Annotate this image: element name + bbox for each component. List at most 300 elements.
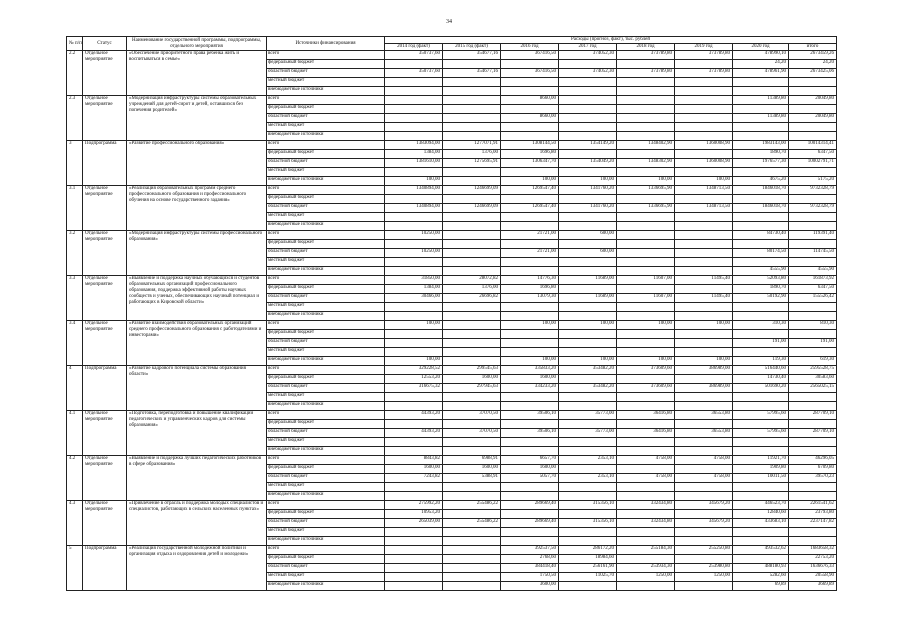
total-cell (789, 87, 837, 96)
value-cell (443, 564, 501, 573)
source-label: областной бюджет (267, 69, 385, 78)
value-cell (443, 123, 501, 132)
source-label: внебюджетные источники (267, 402, 385, 411)
header-num: № п/п (67, 37, 83, 51)
value-cell: 5057,70 (501, 474, 559, 483)
value-cell: 11689,00 (559, 294, 617, 303)
source-label: всего (267, 276, 385, 285)
value-cell: 1600,00 (443, 465, 501, 474)
value-cell (501, 87, 559, 96)
row-number: 3.1 (67, 186, 83, 231)
value-cell (617, 402, 675, 411)
value-cell (443, 339, 501, 348)
value-cell (675, 213, 733, 222)
value-cell (617, 312, 675, 321)
value-cell: 1696,80 (501, 285, 559, 294)
value-cell (733, 240, 789, 249)
value-cell (733, 105, 789, 114)
total-cell: 2261541,62 (789, 501, 837, 510)
value-cell: 11389,80 (733, 96, 789, 105)
source-label: внебюджетные источники (267, 537, 385, 546)
source-label: внебюджетные источники (267, 492, 385, 501)
value-cell: 2768,60 (501, 555, 559, 564)
total-cell: 1636676,33 (789, 564, 837, 573)
table-row (67, 321, 837, 330)
value-cell (675, 528, 733, 537)
source-label: областной бюджет (267, 294, 385, 303)
value-cell: 386989,00 (675, 366, 733, 375)
source-label: местный бюджет (267, 573, 385, 582)
total-cell (789, 105, 837, 114)
total-cell (789, 222, 837, 231)
value-cell: 1360008,90 (675, 141, 733, 150)
row-name: «Реализация государственной молодежной политики и организация отдыха и оздоровления детей и молодежи» (127, 546, 267, 591)
total-cell (789, 132, 837, 141)
value-cell (443, 447, 501, 456)
value-cell: 30466,00 (385, 294, 443, 303)
row-number: 4 (67, 366, 83, 411)
value-cell (385, 447, 443, 456)
value-cell (501, 537, 559, 546)
value-cell (559, 78, 617, 87)
header-expenses: Расходы (прогноз, факт), тыс. рублей (385, 37, 837, 44)
value-cell (733, 330, 789, 339)
value-cell (617, 420, 675, 429)
header-year: 2016 год (501, 44, 559, 51)
row-status: Подпрограмма (83, 546, 127, 591)
source-label: внебюджетные источники (267, 132, 385, 141)
value-cell (559, 105, 617, 114)
value-cell (675, 123, 733, 132)
value-cell (501, 393, 559, 402)
value-cell: 11689,00 (559, 276, 617, 285)
total-cell: 6347,50 (789, 150, 837, 159)
table-row (67, 456, 837, 465)
value-cell (443, 177, 501, 186)
value-cell: 24,20 (733, 60, 789, 69)
value-cell: 353482,20 (559, 366, 617, 375)
source-label: всего (267, 321, 385, 330)
value-cell: 386989,00 (675, 384, 733, 393)
value-cell: 37070,50 (443, 429, 501, 438)
total-cell (789, 168, 837, 177)
value-cell: 255250,80 (675, 546, 733, 555)
value-cell (617, 447, 675, 456)
row-name: «Развитие профессионального образования» (127, 141, 267, 186)
row-number: 3 (67, 141, 83, 186)
value-cell (675, 348, 733, 357)
value-cell (385, 582, 443, 591)
source-label: всего (267, 546, 385, 555)
value-cell (617, 222, 675, 231)
row-status: Отдельное мероприятие (83, 276, 127, 321)
row-number: 3.4 (67, 321, 83, 366)
value-cell (559, 339, 617, 348)
source-label: федеральный бюджет (267, 60, 385, 69)
value-cell (733, 132, 789, 141)
header-year: 2020 год (733, 44, 789, 51)
value-cell (559, 114, 617, 123)
total-cell (789, 258, 837, 267)
total-cell (789, 528, 837, 537)
row-status: Отдельное мероприятие (83, 51, 127, 96)
value-cell (559, 267, 617, 276)
value-cell (443, 303, 501, 312)
value-cell: 21721,00 (501, 231, 559, 240)
total-cell: 2673459,26 (789, 51, 837, 60)
value-cell (501, 258, 559, 267)
value-cell: 14730,40 (733, 375, 789, 384)
row-name: «Привлечение в отрасль и поддержка молодых специалистов и специалистов, работающих в сельских населенных пунктах» (127, 501, 267, 546)
value-cell (675, 393, 733, 402)
value-cell: 1600,00 (501, 375, 559, 384)
value-cell (617, 285, 675, 294)
total-cell (789, 330, 837, 339)
value-cell (617, 582, 675, 591)
value-cell (501, 240, 559, 249)
value-cell: 373789,80 (617, 51, 675, 60)
value-cell: 100,00 (675, 321, 733, 330)
value-cell: 253980,80 (675, 564, 733, 573)
value-cell (617, 231, 675, 240)
value-cell (501, 78, 559, 87)
source-label: внебюджетные источники (267, 177, 385, 186)
total-cell (789, 312, 837, 321)
value-cell (617, 438, 675, 447)
row-status: Отдельное мероприятие (83, 411, 127, 456)
value-cell (675, 465, 733, 474)
value-cell (385, 222, 443, 231)
value-cell (617, 114, 675, 123)
total-cell: 9732328,79 (789, 204, 837, 213)
value-cell (443, 60, 501, 69)
value-cell (559, 150, 617, 159)
row-name: «Модернизация инфраструктуры системы образовательных учреждений для детей-сирот и детей, оставшихся без попечения родителей» (127, 96, 267, 141)
value-cell: 315356,10 (559, 519, 617, 528)
value-cell (443, 132, 501, 141)
value-cell (501, 510, 559, 519)
total-cell: 6709,80 (789, 465, 837, 474)
value-cell: 493532,62 (733, 546, 789, 555)
source-label: областной бюджет (267, 384, 385, 393)
total-cell (789, 240, 837, 249)
value-cell: 11389,80 (733, 114, 789, 123)
value-cell: 18984,60 (559, 555, 617, 564)
value-cell (675, 96, 733, 105)
value-cell (443, 78, 501, 87)
value-cell (675, 249, 733, 258)
value-cell: 26696,82 (443, 294, 501, 303)
value-cell (443, 582, 501, 591)
value-cell: 6988,91 (443, 456, 501, 465)
value-cell (733, 195, 789, 204)
row-status: Отдельное мероприятие (83, 456, 127, 501)
value-cell (385, 348, 443, 357)
value-cell: 100,00 (385, 177, 443, 186)
source-label: внебюджетные источники (267, 267, 385, 276)
value-cell: 36553,80 (675, 429, 733, 438)
value-cell (675, 105, 733, 114)
source-label: местный бюджет (267, 123, 385, 132)
header-total: итого (789, 44, 837, 51)
value-cell: 100,00 (675, 357, 733, 366)
value-cell: 12553,20 (385, 375, 443, 384)
value-cell: 289669,40 (501, 519, 559, 528)
total-cell: 619,30 (789, 357, 837, 366)
value-cell: 80174,50 (733, 249, 789, 258)
value-cell (733, 78, 789, 87)
value-cell (559, 402, 617, 411)
value-cell: 1246699,09 (443, 204, 501, 213)
row-status: Отдельное мероприятие (83, 186, 127, 231)
value-cell (617, 483, 675, 492)
value-cell (617, 195, 675, 204)
total-cell (789, 123, 837, 132)
row-name: «Обеспечение приоритетного права ребёнка жить и воспитываться в семье» (127, 51, 267, 96)
value-cell: 100,00 (617, 177, 675, 186)
value-cell (733, 213, 789, 222)
value-cell (559, 348, 617, 357)
value-cell: 373789,80 (675, 51, 733, 60)
value-cell: 119,30 (733, 357, 789, 366)
value-cell: 1354049,20 (559, 159, 617, 168)
value-cell: 2353,10 (559, 456, 617, 465)
value-cell (385, 240, 443, 249)
value-cell (675, 231, 733, 240)
value-cell: 1269547,40 (501, 186, 559, 195)
value-cell: 100,00 (617, 357, 675, 366)
value-cell: 28072,82 (443, 276, 501, 285)
total-cell: 39570,23 (789, 474, 837, 483)
value-cell: 350737,60 (385, 69, 443, 78)
value-cell (443, 402, 501, 411)
value-cell (501, 492, 559, 501)
value-cell: 1890,70 (733, 285, 789, 294)
value-cell: 600,00 (559, 231, 617, 240)
value-cell: 1383094,00 (385, 141, 443, 150)
value-cell: 39506,10 (501, 411, 559, 420)
value-cell (617, 348, 675, 357)
value-cell (443, 321, 501, 330)
value-cell (675, 267, 733, 276)
value-cell: 35773,00 (559, 429, 617, 438)
total-cell: 5175,20 (789, 177, 837, 186)
value-cell: 57995,60 (733, 429, 789, 438)
value-cell (559, 96, 617, 105)
value-cell: 1246699,09 (443, 186, 501, 195)
total-cell: 287709,10 (789, 429, 837, 438)
value-cell: 100,00 (675, 177, 733, 186)
table-row (67, 141, 837, 150)
value-cell (559, 168, 617, 177)
value-cell: 255184,30 (617, 546, 675, 555)
value-cell: 11607,00 (617, 276, 675, 285)
source-label: всего (267, 501, 385, 510)
header-year: 2017 год (559, 44, 617, 51)
value-cell (675, 60, 733, 69)
value-cell (675, 510, 733, 519)
value-cell (443, 222, 501, 231)
value-cell: 84730,40 (733, 231, 789, 240)
value-cell: 265039,00 (385, 519, 443, 528)
source-label: областной бюджет (267, 519, 385, 528)
row-status: Подпрограмма (83, 141, 127, 186)
value-cell (385, 564, 443, 573)
source-label: внебюджетные источники (267, 312, 385, 321)
value-cell (559, 303, 617, 312)
value-cell: 100,00 (385, 321, 443, 330)
value-cell (733, 438, 789, 447)
value-cell: 335833,20 (501, 366, 559, 375)
value-cell: 35773,00 (559, 411, 617, 420)
value-cell (617, 240, 675, 249)
value-cell: 1376,00 (443, 285, 501, 294)
value-cell (733, 348, 789, 357)
value-cell: 10250,00 (385, 249, 443, 258)
value-cell: 488180,93 (733, 564, 789, 573)
value-cell (443, 114, 501, 123)
value-cell (617, 123, 675, 132)
value-cell: 1384,00 (385, 150, 443, 159)
value-cell (617, 132, 675, 141)
value-cell (443, 258, 501, 267)
value-cell (501, 339, 559, 348)
value-cell: 37070,50 (443, 411, 501, 420)
value-cell: 100,00 (617, 321, 675, 330)
value-cell: 1341760,20 (559, 186, 617, 195)
value-cell (559, 528, 617, 537)
value-cell: 191,00 (733, 339, 789, 348)
value-cell (617, 375, 675, 384)
value-cell (443, 483, 501, 492)
total-cell: 4555,90 (789, 267, 837, 276)
source-label: местный бюджет (267, 78, 385, 87)
value-cell (617, 267, 675, 276)
row-number: 3.2 (67, 231, 83, 276)
value-cell: 1306347,70 (501, 159, 559, 168)
value-cell (501, 330, 559, 339)
value-cell (385, 123, 443, 132)
row-number: 3.3 (67, 276, 83, 321)
value-cell (385, 87, 443, 96)
value-cell (675, 402, 733, 411)
value-cell (559, 537, 617, 546)
value-cell: 1336695,90 (617, 204, 675, 213)
value-cell (443, 231, 501, 240)
value-cell: 1348713,50 (675, 204, 733, 213)
value-cell: 1890,70 (733, 150, 789, 159)
value-cell (733, 393, 789, 402)
total-cell (789, 402, 837, 411)
source-label: федеральный бюджет (267, 285, 385, 294)
value-cell (617, 249, 675, 258)
total-cell: 287709,10 (789, 411, 837, 420)
source-label: федеральный бюджет (267, 510, 385, 519)
value-cell: 446523,70 (733, 501, 789, 510)
value-cell: 100,00 (501, 357, 559, 366)
value-cell (443, 546, 501, 555)
row-number: 5 (67, 546, 83, 591)
value-cell (733, 537, 789, 546)
source-label: областной бюджет (267, 339, 385, 348)
value-cell: 69,89 (733, 582, 789, 591)
value-cell: 1348402,90 (617, 141, 675, 150)
value-cell: 332434,80 (617, 519, 675, 528)
value-cell (559, 240, 617, 249)
value-cell (385, 195, 443, 204)
value-cell (501, 348, 559, 357)
value-cell (443, 249, 501, 258)
value-cell (443, 105, 501, 114)
total-cell: 1683658,32 (789, 546, 837, 555)
table-row (67, 411, 837, 420)
value-cell: 4758,00 (617, 474, 675, 483)
value-cell: 1250,00 (617, 573, 675, 582)
total-cell: 22753,20 (789, 555, 837, 564)
value-cell (443, 492, 501, 501)
value-cell (733, 303, 789, 312)
total-cell: 191,00 (789, 339, 837, 348)
value-cell: 1275695,91 (443, 159, 501, 168)
value-cell: 255486,22 (443, 501, 501, 510)
row-name: «Модернизация инфраструктуры системы профессионального образования» (127, 231, 267, 276)
total-cell: 810,30 (789, 321, 837, 330)
value-cell: 1381610,00 (385, 159, 443, 168)
value-cell (675, 195, 733, 204)
source-label: областной бюджет (267, 159, 385, 168)
value-cell: 1600,00 (385, 465, 443, 474)
value-cell: 7243,82 (385, 474, 443, 483)
value-cell (559, 285, 617, 294)
value-cell (559, 510, 617, 519)
row-name: «Выявление и поддержка лучших педагогических работников в сфере образования» (127, 456, 267, 501)
value-cell (675, 483, 733, 492)
value-cell (675, 339, 733, 348)
value-cell (559, 312, 617, 321)
value-cell (675, 312, 733, 321)
value-cell: 11921,70 (733, 456, 789, 465)
value-cell (501, 528, 559, 537)
value-cell: 286172,20 (559, 546, 617, 555)
value-cell (443, 195, 501, 204)
source-label: местный бюджет (267, 483, 385, 492)
value-cell: 299545,63 (443, 366, 501, 375)
total-cell: 3669,89 (789, 582, 837, 591)
value-cell (733, 447, 789, 456)
value-cell: 1269547,40 (501, 204, 559, 213)
total-cell: 119391,40 (789, 231, 837, 240)
value-cell: 1360008,90 (675, 159, 733, 168)
total-cell: 24,20 (789, 60, 837, 69)
source-label: местный бюджет (267, 393, 385, 402)
value-cell: 310,30 (733, 321, 789, 330)
source-label: федеральный бюджет (267, 375, 385, 384)
value-cell (733, 123, 789, 132)
value-cell (617, 339, 675, 348)
value-cell: 354677,16 (443, 69, 501, 78)
value-cell (443, 240, 501, 249)
value-cell: 100,00 (501, 177, 559, 186)
value-cell (501, 123, 559, 132)
total-cell: 20049,80 (789, 114, 837, 123)
value-cell: 50192,90 (733, 294, 789, 303)
table-row (67, 501, 837, 510)
value-cell: 36416,80 (617, 429, 675, 438)
row-status: Отдельное мероприятие (83, 231, 127, 276)
value-cell: 255486,22 (443, 519, 501, 528)
value-cell (675, 303, 733, 312)
value-cell (675, 132, 733, 141)
